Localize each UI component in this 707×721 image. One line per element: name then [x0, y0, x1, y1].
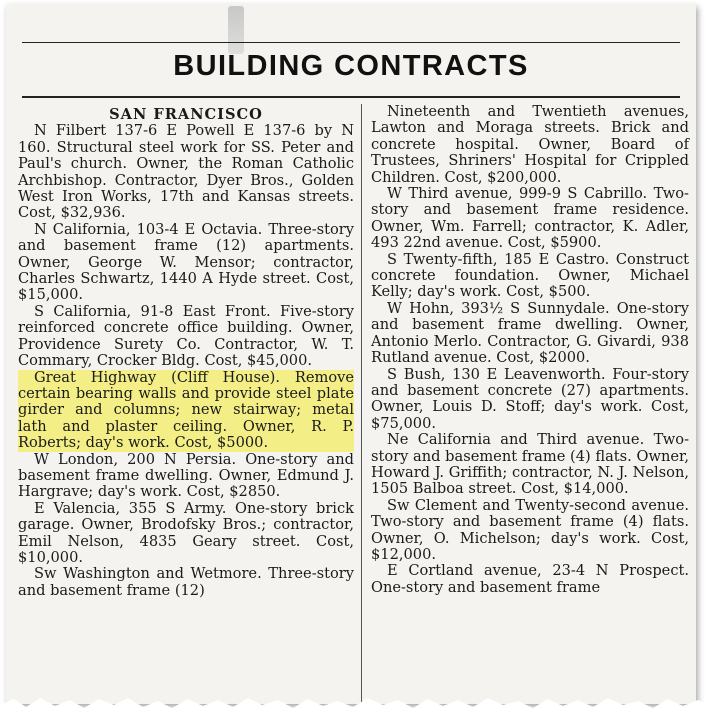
contract-item: S Twenty-fifth, 185 E Castro. Construct concrete foundation. Owner, Michael Kelly; day's work. Cost, $500. — [371, 250, 689, 301]
headline-rule — [22, 96, 680, 98]
right-column — [371, 104, 689, 596]
contract-item: Nineteenth and Twentieth avenues, Lawton and Moraga streets. Brick and concrete hospital. Owner, Board of Trustees, Shriners' Hospital for Crippled Children. Cost, $200,000. — [371, 103, 689, 186]
top-rule — [22, 42, 680, 43]
left-column — [18, 104, 354, 599]
contract-item: Sw Clement and Twenty-second avenue. Two-story and basement frame (4) flats. Owner, O. Michelson; day's work. Cost, $12,000. — [371, 496, 689, 563]
contract-item: E Cortland avenue, 23-4 N Prospect. One-story and basement frame — [371, 562, 689, 596]
contract-item: S California, 91-8 East Front. Five-story reinforced concrete office building. Owner, Providence Surety Co. Contractor, W. T. Commary, Crocker Bldg. Cost, $45,000. — [18, 302, 354, 370]
highlighted-contract-item: Great Highway (Cliff House). Remove certain bearing walls and provide steel plate girder and columns; new stairway; metal lath and plaster ceiling. Owner, R. P. Roberts; day's work. Cost, $5000. — [18, 368, 354, 452]
contract-item: W Hohn, 393½ S Sunnydale. One-story and basement frame dwelling. Owner, Antonio Merlo. Contractor, G. Givardi, 938 Rutland avenue. Cost, $2000. — [371, 299, 689, 367]
contract-item: N California, 103-4 E Octavia. Three-story and basement frame (12) apartments. Owner, George W. Mensor; contractor, Charles Schwartz, 1440 A Hyde street. Cost, $15,000. — [18, 220, 354, 304]
contract-item: W Third avenue, 999-9 S Cabrillo. Two-story and basement frame residence. Owner, Wm. Farrell; contractor, K. Adler, 493 22nd avenue. Cost, $5900. — [371, 185, 689, 252]
contract-item: S Bush, 130 E Leavenworth. Four-story and basement concrete (27) apartments. Owner, Louis D. Stoff; day's work. Cost, $75,000. — [371, 365, 689, 432]
headline: BUILDING CONTRACTS — [173, 50, 529, 82]
contract-item: W London, 200 N Persia. One-story and basement frame dwelling. Owner, Edmund J. Hargrave; day's work. Cost, $2850. — [18, 450, 354, 501]
contract-item: N Filbert 137-6 E Powell E 137-6 by N 160. Structural steel work for SS. Peter and Paul's church. Owner, the Roman Catholic Archbishop. Contractor, Dyer Bros., Golden West Iron Works, 17th and Kansas streets. Cost, $32,936. — [18, 122, 354, 222]
torn-edge — [0, 695, 707, 721]
tape-strip — [228, 6, 244, 54]
contract-item: E Valencia, 355 S Army. One-story brick garage. Owner, Brodofsky Bros.; contractor, Emil Nelson, 4835 Geary street. Cost, $10,000. — [18, 499, 354, 566]
column-divider — [361, 104, 362, 704]
contract-item: Ne California and Third avenue. Two-story and basement frame (4) flats. Owner, Howard J. Griffith; contractor, N. J. Nelson, 1505 Balboa street. Cost, $14,000. — [371, 431, 689, 498]
newspaper-clipping — [6, 4, 696, 704]
contract-item: Sw Washington and Wetmore. Three-story and basement frame (12) — [18, 565, 354, 599]
city-heading: SAN FRANCISCO — [109, 106, 263, 123]
